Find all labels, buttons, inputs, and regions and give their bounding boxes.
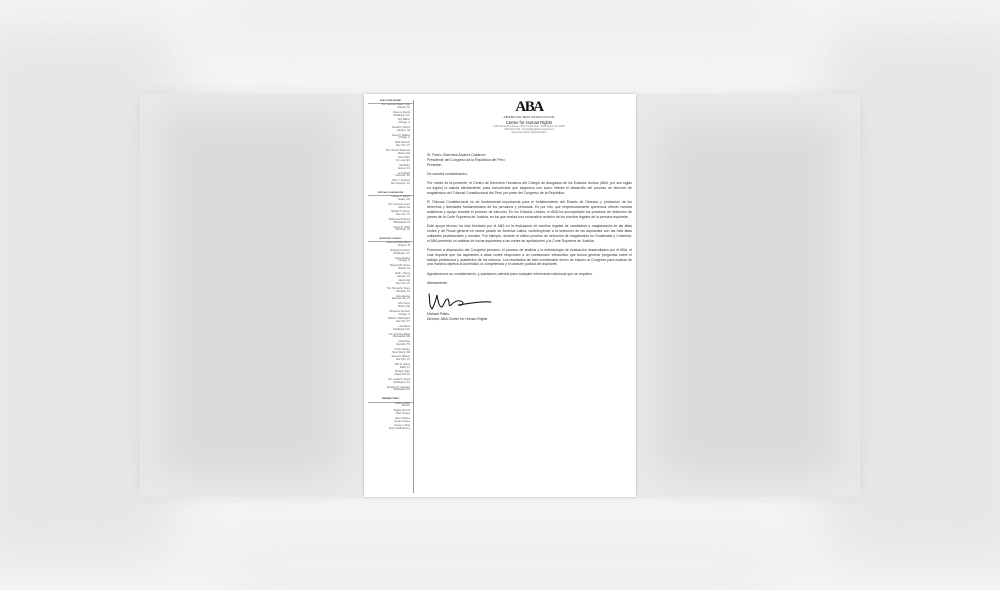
paragraph-2: El Tribunal Constitucional es de fundamental importancia para el fortalecimiento del Estado de Derecho y protección de los derechos y libertades fundamentales de los peruanos y peruanas. Es por ello, que respetuosamente queremos ofrecer nuestra asistencia y apoyo durante el proceso de elección. En los Estados Unidos, el ABA ha acompañado los procesos de selección de jueces de la Corte Suprema de Justicia, en los que realiza una exhaustiva revisión de los escritos legales de la persona aspirante.	[427, 200, 632, 219]
sidebar-entry: Silver Spring, MD	[392, 351, 410, 354]
paragraph-4: Ponemos a disposición del Congreso peruano, el proceso de análisis y la metodología de evaluación desarrollados por el ABA, el cual requiere que los aspirantes a altas cortes respondan a un cuestionario exhaustivo que busca generar preguntas sobre el trabajo profesional y académico de los mismos. Los resultados de este cuestionario sirven de insumo al Congreso para evaluar de una manera objetiva la idoneidad, la competencia y el carácter judicial del aspirante.	[427, 247, 632, 267]
greeting: De nuestra consideración,	[427, 171, 468, 176]
recipient-name: Sr. Pedro Olaechea Álvarez-Calderón	[427, 153, 486, 157]
sidebar-entry: Greenville, SC	[395, 175, 410, 178]
signer-title: Director, ABA Center for Human Rights	[427, 317, 488, 322]
sidebar-entry: Newark, NJ	[398, 267, 410, 270]
blur-blob	[200, 520, 800, 590]
sidebar-entry: New York, NY	[395, 321, 410, 324]
sidebar-entry: Christoph Anderson	[389, 249, 410, 252]
sidebar-entry: Denver, CO	[398, 167, 410, 170]
signer-block	[427, 312, 632, 322]
sidebar-entry: Whitney Robin	[395, 402, 410, 405]
sidebar-entry: Ruth L. Rivera	[395, 272, 410, 275]
sidebar-section-heading: MEMBER STAFF	[368, 398, 413, 402]
sidebar-entry: Jerry Wright	[397, 172, 410, 175]
sidebar-entry: Memphis, TN	[396, 290, 410, 293]
sidebar-entry: Hon. Freeman Jones	[388, 203, 410, 206]
board-sidebar	[368, 100, 414, 493]
sidebar-entry: Mohammed Bojnordi	[388, 218, 410, 221]
sidebar-spacer	[368, 431, 413, 433]
sidebar-entry: Hon. Rosalie Silberman	[385, 149, 410, 152]
sidebar-section-heading: SPECIAL COUNSELORS	[368, 192, 413, 196]
aba-logo: ABA	[515, 99, 543, 115]
letterhead	[424, 100, 634, 135]
sidebar-entry: Lucas Hose	[397, 341, 410, 344]
sidebar-entry: Mark Shulman	[395, 142, 410, 145]
sidebar-entry: Gail Rubin	[399, 165, 410, 168]
sidebar-entry: Washington, DC	[393, 381, 410, 384]
recipient-title: Presidente del Congreso de la República del Perú	[427, 157, 505, 162]
sidebar-entry: Salt Lake City, UT	[391, 298, 410, 301]
sidebar-entry: Brigitte Romero	[394, 410, 410, 413]
sidebar-entry: New York, NY	[395, 283, 410, 286]
contact-line: (202) 662-1032 • humanrights@americanbar.org	[504, 129, 554, 131]
recipient-block	[427, 153, 632, 167]
sidebar-entry: Chicago, IL	[398, 313, 410, 316]
sidebar-entry: Laurie Morales	[394, 257, 410, 260]
sidebar-entry: St. Louis, MO	[396, 160, 410, 163]
sidebar-entry: Newport, RI	[397, 245, 410, 248]
sidebar-entry: Raymond M. Brown	[389, 265, 410, 268]
sidebar-entry: Michael E. Kennedy	[389, 310, 410, 313]
sidebar-entry: Philadelphia, PA	[393, 221, 410, 224]
sidebar-entry: Hon. Francine Marks	[388, 333, 410, 336]
sidebar-entry: Philadelphia, PA	[393, 389, 410, 392]
sidebar-entry: New York, NY	[395, 359, 410, 362]
sidebar-entry: Barry J. Shulman	[392, 180, 410, 183]
sidebar-entry: New York, NY	[395, 145, 410, 148]
sidebar-entry: Chicago, IL	[398, 260, 410, 263]
recipient-presente: Presente.-	[427, 162, 444, 167]
sidebar-entry: Senior Staff Attorney	[388, 428, 410, 431]
paragraph-5: Agradecemos su consideración, y quedamos atentos para cualquier información adicional que se requiera.	[427, 271, 593, 276]
sidebar-entry: Hon. Gerald T. Arnold	[388, 379, 410, 382]
website-line: www.americanbar.org/humanrights	[511, 132, 547, 134]
sidebar-entry: Minneapolis, MN	[392, 336, 410, 339]
sidebar-entry: Stewart F. Patrick	[392, 127, 410, 130]
blur-shade	[660, 124, 840, 474]
sidebar-entry: Robert F. Washington	[387, 318, 410, 321]
sidebar-section-heading: EXECUTIVE BOARD	[368, 100, 413, 104]
sidebar-entry: Monique Tighe	[394, 371, 410, 374]
center-name: Center for Human Rights	[505, 120, 553, 125]
sidebar-entry: Washington, DC	[393, 114, 410, 117]
blur-blob	[200, 0, 800, 60]
sidebar-entry: Boston, MA	[398, 305, 410, 308]
sidebar-entry: Robert H. White	[393, 226, 410, 229]
paragraph-3: Este apoyo técnico ha sido brindado por el ABA en la evaluación de escritos legales de candidatos a magistrado/a de las altas cortes y de Fiscal general en varios países de América Latina, contribuyendo a la selección de los aspirantes con las más altas calidades profesionales y morales. Por ejemplo, durante el último proceso de selección de magistrados en Guatemala y Colombia, el ABA presentó un análisis de los/as aspirantes a las cortes de apelaciones y la Corte Suprema de Justicia.	[427, 224, 632, 243]
sidebar-entry: New York, NY	[395, 214, 410, 217]
sidebar-entry: Nick R. Garrett	[394, 363, 410, 366]
sidebar-entry: Director	[401, 405, 410, 408]
sidebar-entry: Atlanta, GA	[398, 206, 410, 209]
signer-name: Michael Pates	[427, 312, 449, 317]
sidebar-entry: Tony Barber	[397, 119, 410, 122]
address-line: 1050 Connecticut Avenue, NW • Fourth Floor • Washington, DC 20036	[493, 126, 565, 128]
sidebar-entry: Boston, MA	[398, 152, 410, 155]
sidebar-entry: Hon. James E. Baker, Chair	[381, 104, 410, 107]
sidebar-entry: Seattle, WA	[397, 198, 410, 201]
sidebar-entry: Hon. Bernard E. Stone	[386, 287, 410, 290]
sidebar-entry: Arlington, VA	[396, 129, 410, 132]
sidebar-entry: Laurel G. Bellows	[391, 134, 410, 137]
org-name: AMERICAN BAR ASSOCIATION	[503, 115, 555, 119]
sidebar-entry: Raleigh, NC	[397, 107, 410, 110]
sidebar-entry: Clarence Dupnik	[393, 111, 410, 114]
sidebar-entry: Chapel Hill, NC	[394, 374, 410, 377]
sidebar-entry: Chicago, IL	[398, 137, 410, 140]
sidebar-entry: Steve Wirtz	[398, 157, 410, 160]
paragraph-1: Por medio de la presente, el Centro de Derechos Humanos del Colegio de Abogados de los Estados Unidos (ABA, por sus siglas en inglés) lo saluda atentamente, para comunicarle que seguimos con sumo interés el desarrollo del proceso de elección de magistrados del Tribunal Constitucional del Perú por parte del Congreso de la República.	[427, 181, 632, 195]
letter-page	[364, 94, 636, 497]
sidebar-entry: Elizabeth M. Gonzalez	[387, 386, 410, 389]
sidebar-entry: Chief Counsel	[395, 412, 410, 415]
sidebar-entry: Miami, FL	[399, 366, 410, 369]
sidebar-entry: Janet Lloyd	[398, 280, 410, 283]
sidebar-entry: Washington, DC	[393, 328, 410, 331]
sidebar-entry: Joanna J. Moss	[393, 425, 410, 428]
signature-image	[427, 290, 632, 312]
letter-body	[427, 153, 632, 322]
sidebar-entry: Washington, DC	[393, 252, 410, 255]
closing: Atentamente,	[427, 281, 448, 286]
sidebar-entry: Erika George	[396, 295, 410, 298]
sidebar-entry: Maria Gonzales Moore	[386, 242, 410, 245]
sidebar-spacer	[368, 392, 413, 394]
sidebar-entry: Memphis, TN	[396, 343, 410, 346]
sidebar-entry: San Francisco, CA	[390, 183, 410, 186]
sidebar-entry: Chicago, IL	[398, 122, 410, 125]
sidebar-entry: Connie Hayden	[394, 348, 410, 351]
sidebar-entry: Pittsburgh, PA	[395, 229, 410, 232]
sidebar-entry: Michael H. Posner	[391, 211, 410, 214]
blur-shade	[160, 114, 340, 474]
sidebar-entry: Lakeville, NY	[396, 275, 410, 278]
sidebar-entry: Lisa Moore	[398, 325, 410, 328]
sidebar-entry: Erica Crabtree	[395, 417, 410, 420]
sidebar-spacer	[368, 232, 413, 234]
sidebar-entry: Senior Counsel	[394, 420, 410, 423]
sidebar-spacer	[368, 186, 413, 188]
sidebar-entry: James M. Dickson	[391, 356, 410, 359]
sidebar-entry: Lindsey S. Nelson	[391, 196, 410, 199]
sidebar-section-heading: ADVISORY COUNCIL	[368, 238, 413, 242]
sidebar-entry: John Hayes	[397, 303, 410, 306]
